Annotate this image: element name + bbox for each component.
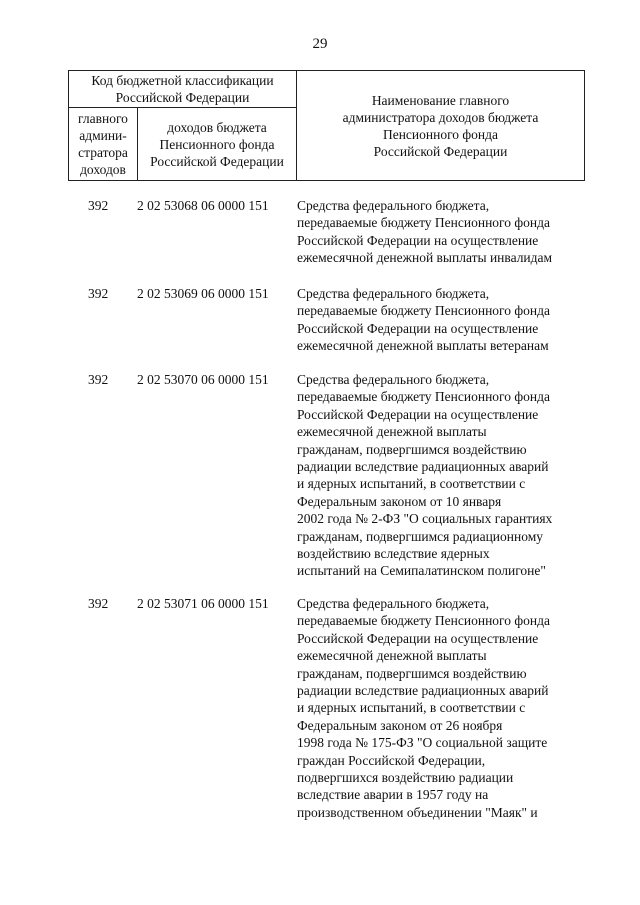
classification-group-title: Код бюджетной классификации Российской Федерации	[69, 71, 297, 108]
admin-code: 392	[88, 596, 109, 611]
revenue-code: 2 02 53071 06 0000 151	[137, 596, 269, 611]
revenue-description: Средства федерального бюджета, передаваемые бюджету Пенсионного фонда Российской Федерации на осуществление ежемесячной денежной выплаты гражданам, подвергшимся воздействию радиации вследствие радиационных аварий и ядерных испытаний, в соответствии с Федеральным законом от 10 января 2002 года № 2-ФЗ "О социальных гарантиях гражданам, подвергшимся радиационному воздействию вследствие ядерных испытаний на Семипалатинском полигоне"	[297, 372, 553, 579]
revenue-description: Средства федерального бюджета, передаваемые бюджету Пенсионного фонда Российской Федерации на осуществление ежемесячной денежной выплаты инвалидам	[297, 198, 553, 266]
admin-code: 392	[88, 286, 109, 301]
revenue-code: 2 02 53068 06 0000 151	[137, 198, 269, 213]
admin-code: 392	[88, 372, 109, 387]
admin-code: 392	[88, 198, 109, 213]
admin-code-header: главного админи- стратора доходов	[69, 108, 138, 181]
revenue-description: Средства федерального бюджета, передаваемые бюджету Пенсионного фонда Российской Федерации на осуществление ежемесячной денежной выплаты ветеранам	[297, 286, 550, 354]
revenue-description: Средства федерального бюджета, передаваемые бюджету Пенсионного фонда Российской Федерации на осуществление ежемесячной денежной выплаты гражданам, подвергшимся воздействию радиации вследствие радиационных аварий и ядерных испытаний, в соответствии с Федеральным законом от 26 ноября 1998 года № 175-ФЗ "О социальной защите граждан Российской Федерации, подвергшихся воздействию радиации вследствие аварии в 1957 году на производственном объединении "Маяк" и	[297, 596, 550, 820]
classification-header-table	[68, 70, 585, 181]
revenue-code: 2 02 53070 06 0000 151	[137, 372, 269, 387]
revenue-code-header: доходов бюджета Пенсионного фонда Российской Федерации	[138, 108, 297, 181]
revenue-code: 2 02 53069 06 0000 151	[137, 286, 269, 301]
page-number: 29	[312, 36, 328, 52]
administrator-name-header: Наименование главного администратора доходов бюджета Пенсионного фонда Российской Федерации	[297, 71, 585, 181]
